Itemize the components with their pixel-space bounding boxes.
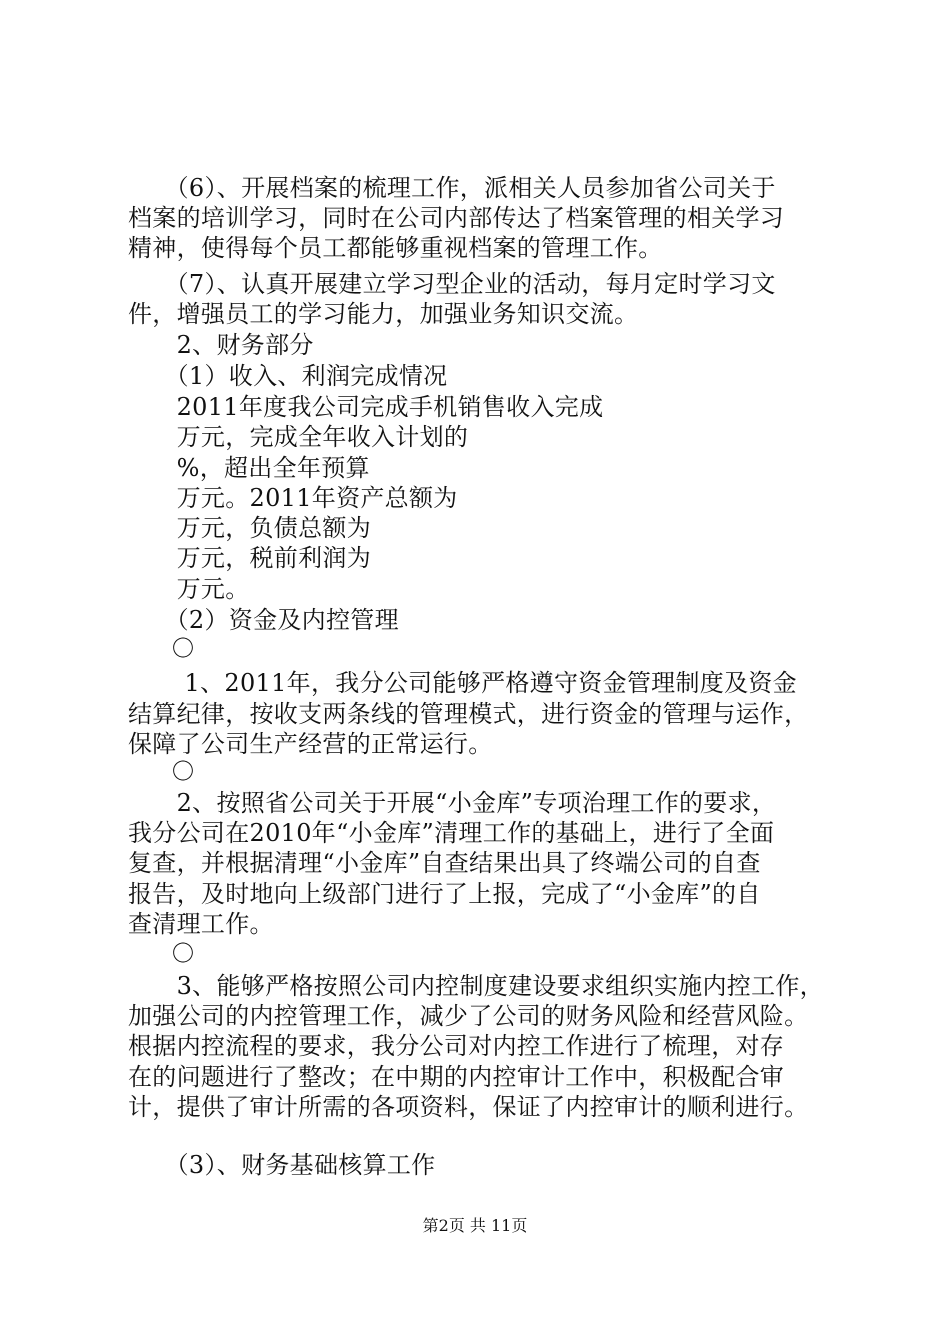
- text-line: （3）、财务基础核算工作: [128, 1151, 436, 1179]
- text-line: 加强公司的内控管理工作，减少了公司的财务风险和经营风险。: [128, 1002, 809, 1030]
- text-line: （1）收入、利润完成情况: [128, 362, 448, 390]
- text-line: 报告，及时地向上级部门进行了上报，完成了“小金库”的自: [128, 880, 761, 908]
- text-line: 1、2011年，我分公司能够严格遵守资金管理制度及资金: [128, 669, 797, 697]
- text-line: （2）资金及内控管理: [128, 606, 399, 634]
- text-line: %，超出全年预算: [128, 454, 370, 482]
- text-line: 万元，完成全年收入计划的: [128, 423, 469, 451]
- text-line: 结算纪律，按收支两条线的管理模式，进行资金的管理与运作，: [128, 700, 809, 728]
- text-line: 件，增强员工的学习能力，加强业务知识交流。: [128, 300, 639, 328]
- circle-marker: 〇: [128, 942, 195, 967]
- text-line: 复查，并根据清理“小金库”自查结果出具了终端公司的自查: [128, 849, 761, 877]
- circle-marker: 〇: [128, 760, 195, 785]
- text-line: 万元。2011年资产总额为: [128, 484, 458, 512]
- text-line: 万元。: [128, 575, 250, 603]
- text-line: 万元，负债总额为: [128, 514, 371, 542]
- text-line: 2、按照省公司关于开展“小金库”专项治理工作的要求，: [128, 789, 777, 817]
- circle-marker: 〇: [128, 637, 195, 662]
- text-line: 2、财务部分: [128, 331, 314, 359]
- text-line: 在的问题进行了整改；在中期的内控审计工作中，积极配合审: [128, 1063, 785, 1091]
- text-line: 2011年度我公司完成手机销售收入完成: [128, 393, 604, 421]
- text-line: 3、能够严格按照公司内控制度建设要求组织实施内控工作，: [128, 972, 824, 1000]
- text-line: 根据内控流程的要求，我分公司对内控工作进行了梳理，对存: [128, 1032, 785, 1060]
- text-line: 精神，使得每个员工都能够重视档案的管理工作。: [128, 234, 663, 262]
- text-line: （6）、开展档案的梳理工作，派相关人员参加省公司关于: [128, 174, 776, 202]
- text-line: （7）、认真开展建立学习型企业的活动，每月定时学习文: [128, 270, 776, 298]
- page-number: 第2页 共 11页: [422, 1216, 528, 1235]
- text-line: 查清理工作。: [128, 910, 274, 938]
- text-line: 档案的培训学习，同时在公司内部传达了档案管理的相关学习: [128, 204, 785, 232]
- text-line: 保障了公司生产经营的正常运行。: [128, 730, 493, 758]
- text-line: 万元，税前利润为: [128, 544, 371, 572]
- text-line: 我分公司在2010年“小金库”清理工作的基础上，进行了全面: [128, 819, 775, 847]
- text-line: 计，提供了审计所需的各项资料，保证了内控审计的顺利进行。: [128, 1093, 809, 1121]
